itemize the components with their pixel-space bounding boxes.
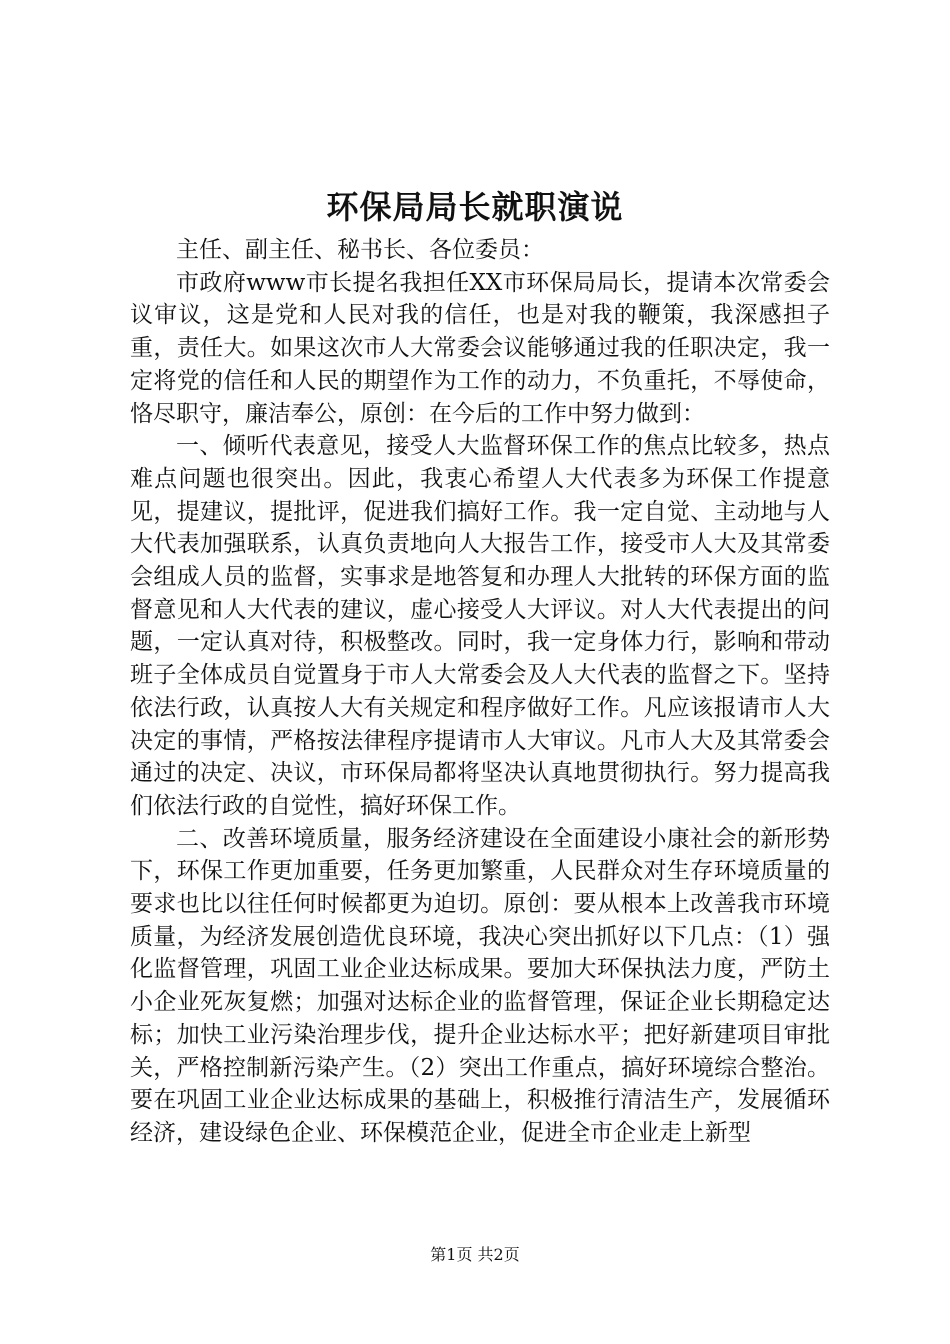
- intro-paragraph: 市政府www市长提名我担任XX市环保局局长，提请本次常委会议审议，这是党和人民对我的信任，也是对我的鞭策，我深感担子重，责任大。如果这次市人大常委会议能够通过我的任职决定，我一定将党的信任和人民的期望作为工作的动力，不负重托，不辱使命，恪尽职守，廉洁奉公，原创：在今后的工作中努力做到：: [130, 269, 830, 427]
- section-one-paragraph: 一、倾听代表意见，接受人大监督环保工作的焦点比较多，热点难点问题也很突出。因此，我衷心希望人大代表多为环保工作提意见，提建议，提批评，促进我们搞好工作。我一定自觉、主动地与人大代表加强联系，认真负责地向人大报告工作，接受市人大及其常委会组成人员的监督，实事求是地答复和办理人大批转的环保方面的监督意见和人大代表的建议，虚心接受人大评议。对人大代表提出的问题，一定认真对待，积极整改。同时，我一定身体力行，影响和带动班子全体成员自觉置身于市人大常委会及人大代表的监督之下。坚持依法行政，认真按人大有关规定和程序做好工作。凡应该报请市人大决定的事情，严格按法律程序提请市人大审议。凡市人大及其常委会通过的决定、决议，市环保局都将坚决认真地贯彻执行。努力提高我们依法行政的自觉性，搞好环保工作。: [130, 433, 830, 819]
- section-two-paragraph: 二、改善环境质量，服务经济建设在全面建设小康社会的新形势下，环保工作更加重要，任务更加繁重，人民群众对生存环境质量的要求也比以往任何时候都更为迫切。原创：要从根本上改善我市环境质量，为经济发展创造优良环境，我决心突出抓好以下几点：（1）强化监督管理，巩固工业企业达标成果。要加大环保执法力度，严防土小企业死灰复燃；加强对达标企业的监督管理，保证企业长期稳定达标；加快工业污染治理步伐，提升企业达标水平；把好新建项目审批关，严格控制新污染产生。（2）突出工作重点，搞好环境综合整治。要在巩固工业企业达标成果的基础上，积极推行清洁生产，发展循环经济，建设绿色企业、环保模范企业，促进全市企业走上新型: [130, 825, 830, 1146]
- page-number-indicator: 第1页 共2页: [430, 1245, 520, 1264]
- salutation-paragraph: 主任、副主任、秘书长、各位委员：: [176, 237, 544, 263]
- document-title: 环保局局长就职演说: [326, 188, 624, 226]
- document-body: [130, 234, 830, 1150]
- page-footer: [0, 1243, 950, 1267]
